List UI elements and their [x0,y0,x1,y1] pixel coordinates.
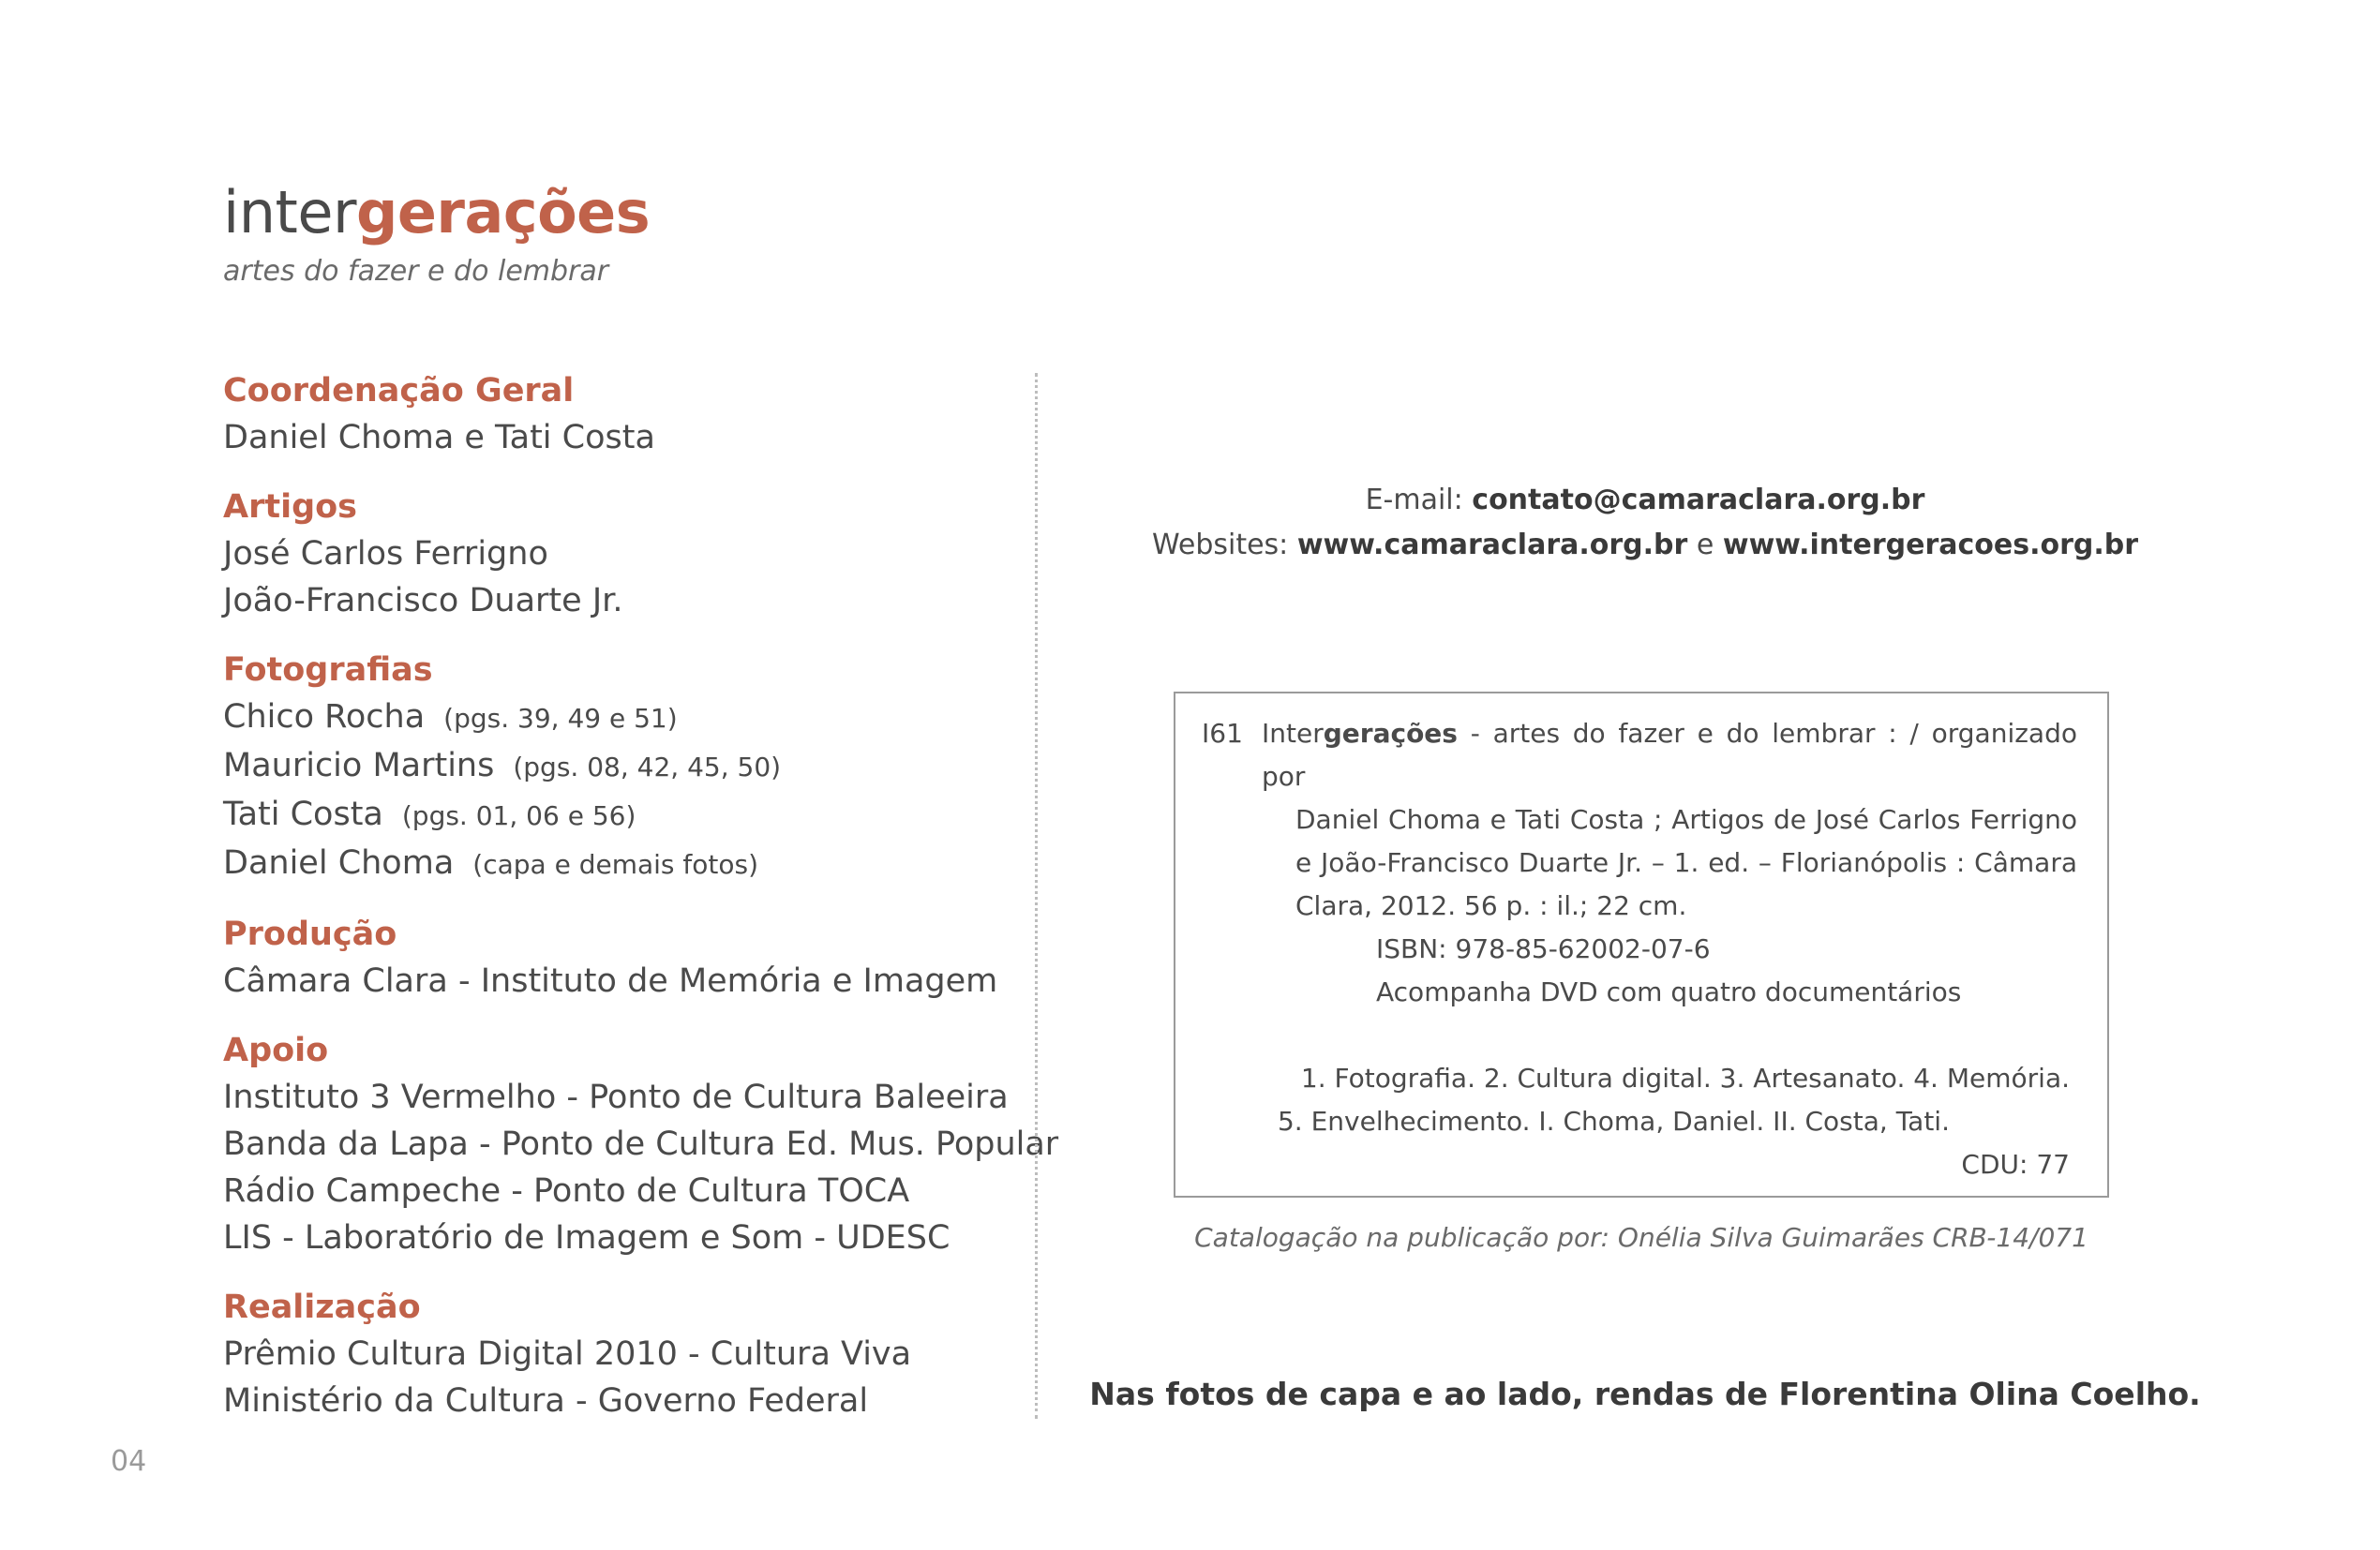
email-line [1087,478,2203,523]
email-link[interactable]: contato@camaraclara.org.br [1472,484,1925,516]
credit-line [223,1168,1010,1215]
credit-section [223,367,1010,461]
credit-line [223,1215,1010,1261]
websites-conjunction: e [1696,529,1714,561]
credit-name: José Carlos Ferrigno [223,535,548,573]
credit-line [223,1331,1010,1378]
credit-section [223,647,1010,888]
catalog-dvd-note: Acompanha DVD com quatro documentários [1376,976,1962,1007]
credit-name: Banda da Lapa - Ponto de Cultura Ed. Mus. Popular [223,1125,1059,1163]
credit-heading: Artigos [223,488,358,526]
credit-heading: Apoio [223,1032,329,1069]
catalog-subjects-line2: 5. Envelhecimento. I. Choma, Daniel. II. Costa, Tati. [1277,1106,1950,1137]
catalog-title-bold: gerações [1323,718,1458,749]
credit-note: (pgs. 08, 42, 45, 50) [513,752,782,782]
credit-line [223,530,1010,577]
catalog-entry [1262,712,2077,928]
book-subtitle: artes do fazer e do lembrar [223,255,609,288]
credit-line [223,958,1010,1005]
catalog-code: I61 [1202,718,1243,749]
credit-section [223,1284,1010,1424]
catalog-isbn: ISBN: 978-85-62002-07-6 [1376,933,1711,964]
credit-line [223,791,1010,840]
credit-section [223,1027,1059,1261]
credit-heading: Realização [223,1289,421,1326]
credit-line [223,840,1010,888]
credit-line [223,414,1010,461]
website-link-camaraclara[interactable]: www.camaraclara.org.br [1296,529,1688,561]
website-link-intergeracoes[interactable]: www.intergeracoes.org.br [1722,529,2139,561]
credit-line [223,1378,1010,1424]
credit-name: João-Francisco Duarte Jr. [223,582,623,619]
websites-label: Websites: [1151,529,1289,561]
credits-column [223,367,1059,1447]
credit-section [223,484,1010,624]
email-label: E-mail: [1365,484,1463,516]
catalog-credit: Catalogação na publicação por: Onélia Silva Guimarães CRB-14/071 [1194,1222,2088,1253]
credit-name: Rádio Campeche - Ponto de Cultura TOCA [223,1172,910,1210]
credit-name: Tati Costa [223,796,383,833]
credit-line [223,742,1010,791]
credit-line [223,1074,1010,1121]
book-title [223,178,651,246]
title-light-part: inter [223,178,356,246]
credit-note: (capa e demais fotos) [472,849,759,880]
credit-name: Instituto 3 Vermelho - Ponto de Cultura Baleeira [223,1079,1009,1116]
credit-heading: Coordenação Geral [223,372,575,410]
contact-block [1087,478,2203,568]
credit-heading: Produção [223,916,397,953]
credit-heading: Fotografias [223,651,433,689]
credit-note: (pgs. 01, 06 e 56) [401,800,636,831]
catalog-card [1174,692,2109,1198]
credit-note: (pgs. 39, 49 e 51) [443,703,678,734]
dotted-divider [1035,373,1038,1419]
websites-line [1087,523,2203,568]
catalog-subjects-line1: 1. Fotografia. 2. Cultura digital. 3. Artesanato. 4. Memória. [1300,1063,2070,1094]
title-bold-part: gerações [355,178,651,246]
credit-name: Ministério da Cultura - Governo Federal [223,1382,869,1420]
catalog-entry-first-line [1262,712,2077,798]
credit-section [223,911,1010,1005]
credit-name: Daniel Choma e Tati Costa [223,419,655,456]
credit-line [223,693,1010,742]
credit-name: Chico Rocha [223,698,426,736]
page-number: 04 [111,1445,147,1478]
credit-name: Prêmio Cultura Digital 2010 - Cultura Viva [223,1335,912,1373]
photo-credit-note: Nas fotos de capa e ao lado, rendas de Florentina Olina Coelho. [1089,1376,2201,1412]
credit-line [223,1121,1059,1168]
catalog-title-light: Inter [1262,718,1324,749]
credit-name: Câmara Clara - Instituto de Memória e Imagem [223,962,998,1000]
credit-name: Mauricio Martins [223,747,495,784]
catalog-entry-continuation: Daniel Choma e Tati Costa ; Artigos de José Carlos Ferrigno e João-Francisco Duarte Jr. – 1. ed. – Florianópolis : Câmara Clara, 2012. 56 p. : il.; 22 cm. [1295,804,2077,921]
credit-name: Daniel Choma [223,844,455,882]
catalog-cdu: CDU: 77 [1961,1149,2070,1180]
credit-name: LIS - Laboratório de Imagem e Som - UDESC [223,1219,951,1257]
credit-line [223,577,1010,624]
catalog-line1-rest: - artes do fazer e do lembrar : / organizado por [1262,718,2077,792]
